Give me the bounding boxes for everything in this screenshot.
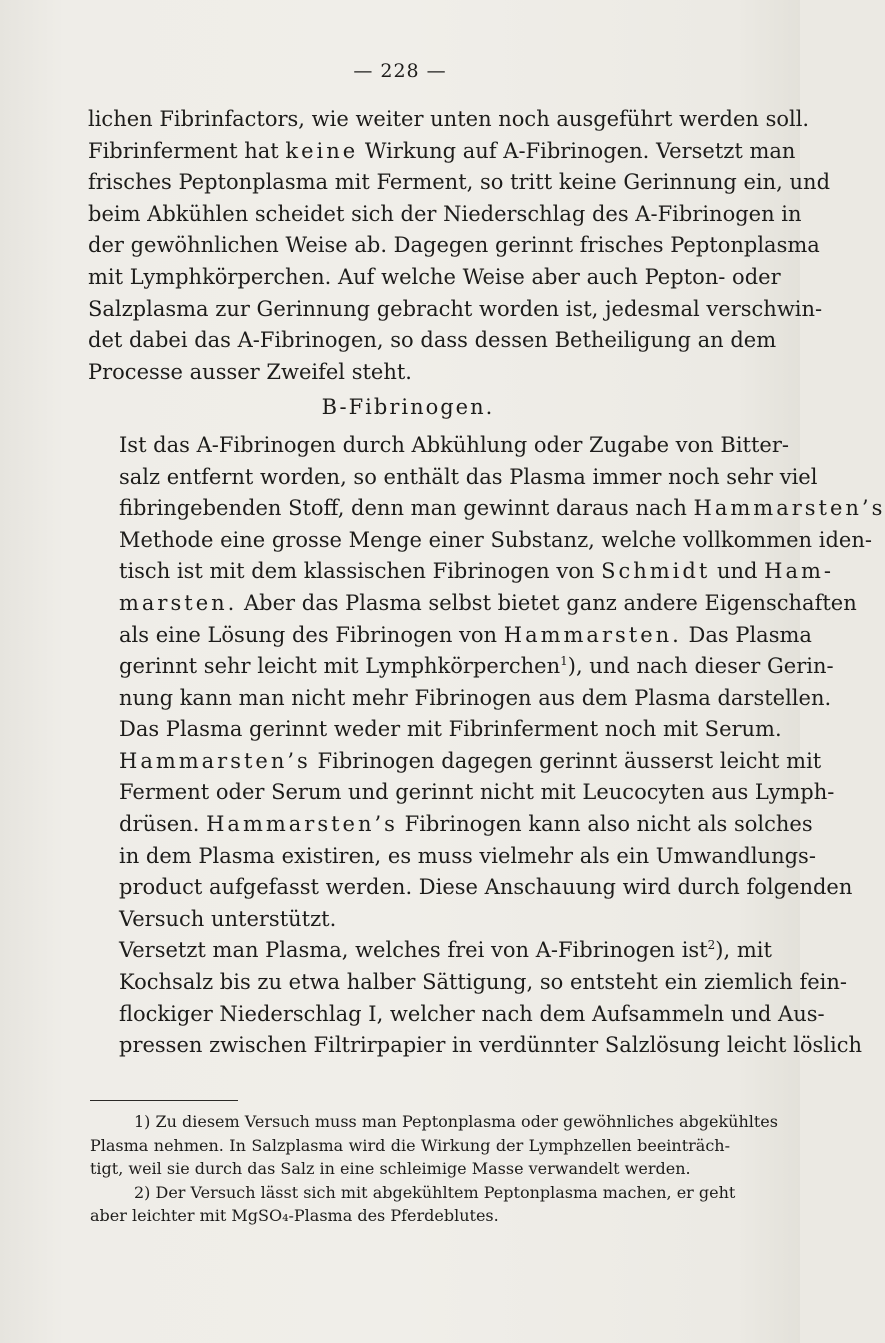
text-run: Fibrinferment hat — [88, 138, 279, 163]
text-run: und — [716, 559, 758, 584]
text-line: Salzplasma zur Gerinnung gebracht worden ist, jedesmal verschwin- — [88, 296, 823, 321]
text-line: Das Plasma gerinnt weder mit Fibrinferment noch mit Serum. — [119, 717, 782, 742]
text-line: Ist das A-Fibrinogen durch Abkühlung oder Zugabe von Bitter- — [119, 432, 789, 457]
text-run: Wirkung auf A-Fibrinogen. Versetzt man — [364, 138, 796, 163]
text-line: Ferment oder Serum und gerinnt nicht mit Leucocyten aus Lymph- — [119, 780, 835, 805]
footnote-line: tigt, weil sie durch das Salz in eine schleimige Masse verwandelt werden. — [90, 1159, 691, 1179]
text-line: in dem Plasma existiren, es muss vielmehr als ein Umwandlungs- — [119, 843, 816, 868]
footnote-2 — [90, 1181, 736, 1228]
text-run: Das Plasma — [688, 622, 812, 647]
text-line — [88, 588, 857, 620]
main-text — [88, 104, 885, 1062]
text-run: ), mit — [715, 938, 772, 963]
footnote-line: aber leichter mit MgSO₄-Plasma des Pferdeblutes. — [90, 1206, 499, 1226]
author-name: Hammarsten’s — [693, 496, 885, 521]
text-line: der gewöhnlichen Weise ab. Dagegen gerinnt frisches Peptonplasma — [88, 233, 820, 258]
text-line: mit Lymphkörperchen. Auf welche Weise aber auch Pepton- oder — [88, 264, 781, 289]
text-line: beim Abkühlen scheidet sich der Niederschlag des A-Fibrinogen in — [88, 201, 802, 226]
author-name: Ham- — [764, 559, 834, 584]
text-run: gerinnt sehr leicht mit Lymphkörperchen — [119, 654, 561, 679]
text-run: Aber das Plasma selbst bietet ganz andere Eigenschaften — [244, 590, 857, 615]
text-line: Processe ausser Zweifel steht. — [88, 359, 412, 384]
text-run: fibringebenden Stoff, denn man gewinnt daraus nach — [119, 496, 687, 521]
author-name: Hammarsten’s — [206, 812, 398, 837]
text-line: Versuch unterstützt. — [119, 906, 337, 931]
author-name: marsten. — [119, 590, 238, 615]
text-run: als eine Lösung des Fibrinogen von — [119, 622, 498, 647]
footnote-1 — [90, 1110, 778, 1181]
footnote-ref-2: 2 — [707, 938, 716, 953]
paragraph-fibrinferment — [88, 104, 831, 388]
text-line — [88, 651, 834, 683]
text-line — [88, 136, 796, 168]
text-run: Fibrinogen dagegen gerinnt äusserst leicht mit — [317, 748, 822, 773]
text-run: tisch ist mit dem klassischen Fibrinogen von — [119, 559, 595, 584]
text-line: frisches Peptonplasma mit Ferment, so tritt keine Gerinnung ein, und — [88, 170, 831, 195]
text-run: ), und nach dieser Gerin- — [567, 654, 834, 679]
text-line: Methode eine grosse Menge einer Substanz, welche vollkommen iden- — [119, 527, 872, 552]
footnote-line: Plasma nehmen. In Salzplasma wird die Wirkung der Lymphzellen beeinträch- — [90, 1135, 730, 1155]
text-line — [88, 620, 812, 652]
author-name: Hammarsten. — [503, 622, 682, 647]
text-line — [88, 809, 813, 841]
paragraph-kochsalz — [88, 935, 862, 1061]
text-line — [88, 556, 834, 588]
footnote-line: 2) Der Versuch lässt sich mit abgekühltem Peptonplasma machen, er geht — [134, 1182, 736, 1202]
text-line: salz entfernt worden, so enthält das Plasma immer noch sehr viel — [119, 464, 818, 489]
paragraph-b-fibrinogen — [88, 430, 885, 936]
footnote-ref-1: 1 — [560, 654, 568, 669]
footnotes — [90, 1110, 778, 1228]
text-run: Versetzt man Plasma, welches frei von A-Fibrinogen ist — [119, 938, 708, 963]
text-line: Kochsalz bis zu etwa halber Sättigung, so entsteht ein ziemlich fein- — [119, 970, 848, 995]
text-run: Fibrinogen kann also nicht als solches — [404, 812, 813, 837]
text-line — [88, 935, 772, 967]
author-name: Hammarsten’s — [119, 748, 311, 773]
text-line: nung kann man nicht mehr Fibrinogen aus dem Plasma darstellen. — [119, 685, 832, 710]
text-line: det dabei das A-Fibrinogen, so dass dessen Betheiligung an dem — [88, 328, 777, 353]
section-heading: B-Fibrinogen. — [321, 395, 495, 420]
text-run: drüsen. — [119, 812, 200, 837]
author-name: Schmidt — [601, 559, 711, 584]
page-number: — 228 — — [353, 60, 447, 82]
footnote-divider — [90, 1100, 238, 1101]
text-line: lichen Fibrinfactors, wie weiter unten noch ausgeführt werden soll. — [88, 107, 810, 131]
footnote-line: 1) Zu diesem Versuch muss man Peptonplasma oder gewöhnliches abgekühltes — [134, 1112, 778, 1131]
emphasized-word: keine — [285, 138, 359, 163]
text-line — [88, 746, 822, 778]
text-line — [88, 493, 885, 525]
text-line: product aufgefasst werden. Diese Anschauung wird durch folgenden — [119, 875, 853, 900]
text-line: flockiger Niederschlag I, welcher nach dem Aufsammeln und Aus- — [119, 1001, 825, 1026]
text-line: pressen zwischen Filtrirpapier in verdünnter Salzlösung leicht löslich — [119, 1033, 862, 1058]
